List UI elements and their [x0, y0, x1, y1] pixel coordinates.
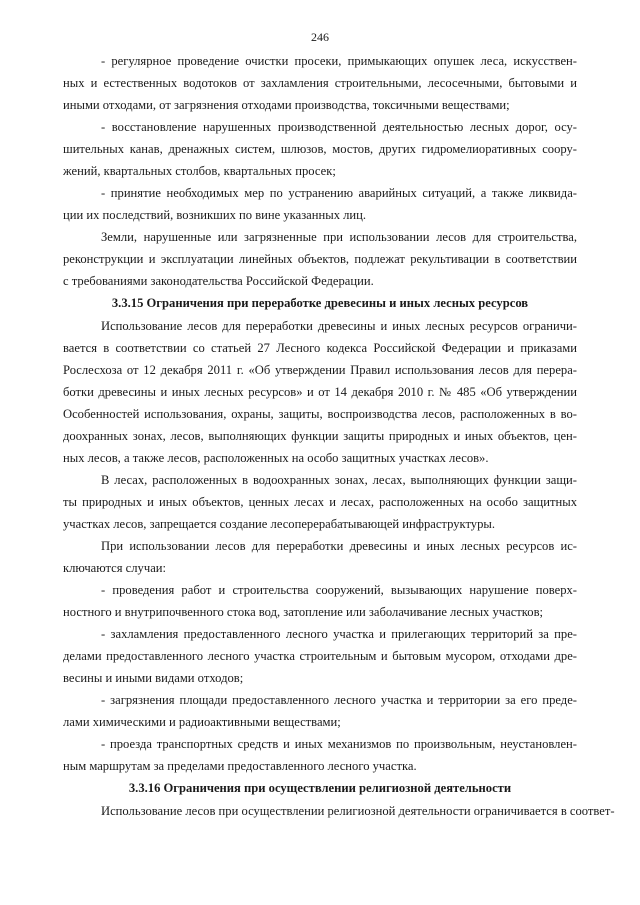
- text-line: шительных канав, дренажных систем, шлюзов, мостов, других гидромелиоративных соору-: [63, 142, 577, 156]
- text-line: Земли, нарушенные или загрязненные при использовании лесов для строительства,: [101, 230, 577, 244]
- text-line: Особенностей использования, охраны, защиты, воспроизводства лесов, расположенных в во-: [63, 407, 577, 421]
- text-line: В лесах, расположенных в водоохранных зонах, лесах, выполняющих функции защи-: [101, 473, 577, 487]
- text-line: ботки древесины и иных лесных ресурсов» и от 14 декабря 2010 г. № 485 «Об утверждении: [63, 385, 577, 399]
- text-line: иными отходами, от загрязнения отходами производства, токсичными веществами;: [63, 98, 510, 112]
- text-line: ностного и внутрипочвенного стока вод, затопление или заболачивание лесных участков;: [63, 605, 544, 619]
- text-line: - проезда транспортных средств и иных механизмов по произвольным, неустановлен-: [101, 737, 577, 751]
- page-number: 246: [311, 30, 329, 44]
- text-line: реконструкции и эксплуатации линейных объектов, подлежат рекультивации в соответствии: [63, 252, 577, 266]
- text-line: доохранных зонах, лесов, выполняющих функции защиты природных и иных объектов, цен-: [63, 429, 577, 443]
- section-heading: 3.3.16 Ограничения при осуществлении религиозной деятельности: [128, 781, 512, 795]
- text-line: - восстановление нарушенных производственной деятельностью лесных дорог, осу-: [101, 120, 577, 134]
- text-line: ным маршрутам за пределами предоставленного лесного участка.: [63, 759, 417, 773]
- text-line: с требованиями законодательства Российской Федерации.: [63, 274, 374, 288]
- text-line: При использовании лесов для переработки древесины и иных лесных ресурсов ис-: [101, 539, 577, 553]
- text-line: жений, квартальных столбов, квартальных просек;: [63, 164, 336, 178]
- text-line: Рослесхоза от 12 декабря 2011 г. «Об утверждении Правил использования лесов для перера-: [63, 363, 577, 377]
- text-line: делами предоставленного лесного участка строительным и бытовым мусором, отходами дре-: [63, 649, 577, 663]
- section-heading: 3.3.15 Ограничения при переработке древесины и иных лесных ресурсов: [111, 296, 529, 310]
- text-line: Использование лесов для переработки древесины и иных лесных ресурсов ограничи-: [101, 319, 577, 333]
- text-line: - захламления предоставленного лесного участка и прилегающих территорий за пре-: [101, 627, 577, 641]
- text-line: - регулярное проведение очистки просеки, примыкающих опушек леса, искусствен-: [101, 54, 577, 68]
- text-line: вается в соответствии со статьей 27 Лесного кодекса Российской Федерации и приказами: [63, 341, 577, 355]
- text-line: участках лесов, запрещается создание лесоперерабатывающей инфраструктуры.: [63, 517, 495, 531]
- text-line: - принятие необходимых мер по устранению аварийных ситуаций, а также ликвида-: [101, 186, 577, 200]
- text-line: - проведения работ и строительства сооружений, вызывающих нарушение поверх-: [101, 583, 577, 597]
- text-line: - загрязнения площади предоставленного лесного участка и территории за его преде-: [101, 693, 577, 707]
- text-line: ных и естественных водотоков от захламления строительными, лесосечными, бытовыми и: [63, 76, 577, 90]
- text-line: ключаются случаи:: [63, 561, 167, 575]
- text-line: ты природных и иных объектов, ценных лесах и лесах, расположенных на особо защитных: [63, 495, 577, 509]
- text-line: ных лесов, а также лесов, расположенных на особо защитных участках лесов».: [63, 451, 489, 465]
- text-line: весины и иными видами отходов;: [63, 671, 244, 685]
- text-line: лами химическими и радиоактивными веществами;: [63, 715, 341, 729]
- text-line: ции их последствий, возникших по вине указанных лиц.: [63, 208, 367, 222]
- text-line: Использование лесов при осуществлении религиозной деятельности ограничивается в соответ-: [101, 804, 615, 818]
